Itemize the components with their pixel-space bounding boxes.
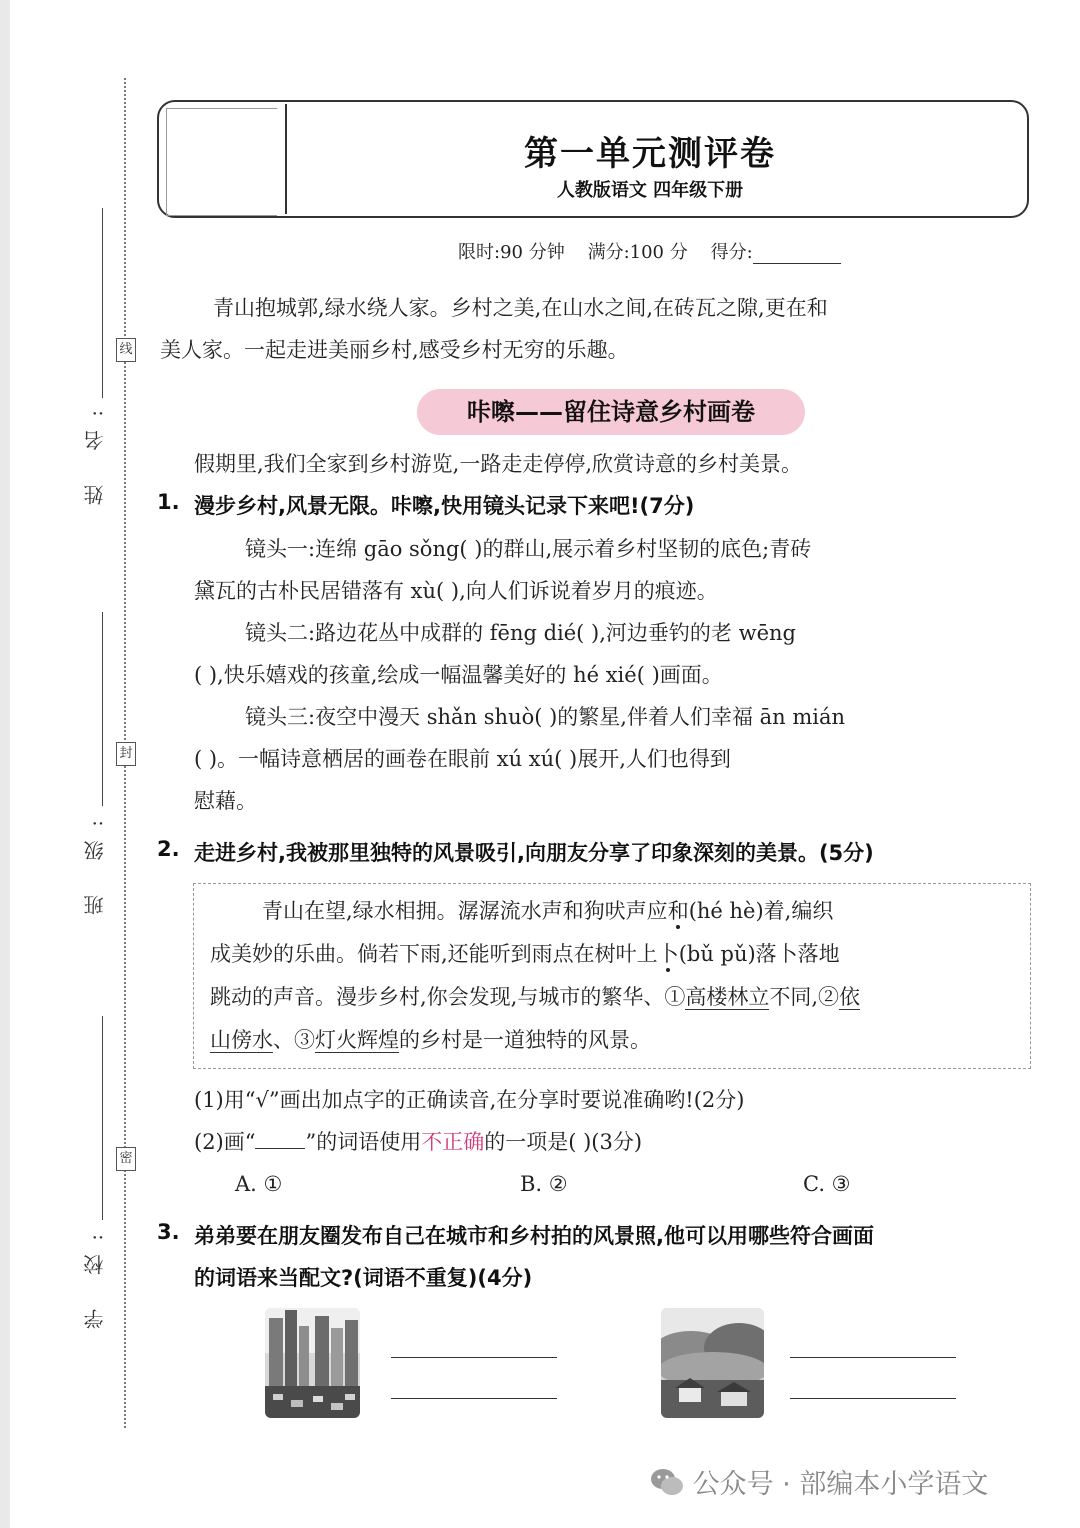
score-blank[interactable]	[753, 245, 841, 264]
village-answer-line-1[interactable]	[790, 1357, 956, 1358]
underlined-phrase-1: 高楼林立	[685, 985, 770, 1009]
quote-text: 成美妙的乐曲。倘若下雨,还能听到雨点在树叶上	[210, 942, 658, 966]
q1-line-6: ( )。一幅诗意栖居的画卷在眼前 xú xú( )展开,人们也得到	[194, 747, 731, 771]
section-lead: 假期里,我们全家到乡村游览,一路走走停停,欣赏诗意的乡村美景。	[194, 452, 803, 476]
page-edge	[0, 0, 10, 1528]
school-label: 学 校:	[83, 1220, 107, 1330]
q2-sub-1: (1)用“√”画出加点字的正确读音,在分享时要说准确哟!(2分)	[194, 1088, 745, 1112]
time-limit: 限时:90 分钟	[458, 242, 565, 263]
underlined-phrase-3: 灯火辉煌	[315, 1028, 399, 1052]
quote-text: 青山在望,绿水相拥。潺潺流水声和狗吠声应	[262, 899, 668, 923]
class-blank-line[interactable]	[102, 612, 103, 806]
name-blank-line[interactable]	[102, 208, 103, 398]
q1-line-1: 镜头一:连绵 gāo sǒng( )的群山,展示着乡村坚韧的底色;青砖	[245, 537, 812, 561]
option-b[interactable]: B. ②	[520, 1172, 568, 1196]
emphasis-incorrect: 不正确	[421, 1130, 485, 1154]
page-subtitle: 人教版语文 四年级下册	[556, 180, 744, 201]
q3-prompt-line-2: 的词语来当配文?(词语不重复)(4分)	[194, 1266, 533, 1290]
class-label: 班 级:	[83, 806, 107, 916]
city-answer-line-1[interactable]	[391, 1357, 557, 1358]
q1-number: 1.	[157, 490, 180, 514]
dotted-char-he: 和	[667, 899, 689, 923]
score-label: 得分:	[710, 242, 753, 263]
village-landscape-image	[661, 1308, 764, 1418]
underlined-phrase-2-start: 依	[839, 985, 861, 1009]
city-photo	[265, 1308, 360, 1418]
page-title: 第一单元测评卷	[524, 134, 776, 174]
exam-meta	[458, 238, 841, 264]
q2-prompt: 走进乡村,我被那里独特的风景吸引,向朋友分享了印象深刻的美景。(5分)	[194, 841, 874, 865]
full-score: 满分:100 分	[587, 242, 688, 263]
q2-sub2-text: (2)画“	[194, 1130, 256, 1154]
watermark	[650, 1462, 988, 1501]
city-answer-line-2[interactable]	[391, 1398, 557, 1399]
pinyin-choice-he[interactable]: (hé hè)着,编织	[688, 899, 834, 923]
underline-sample	[255, 1126, 305, 1149]
quote-text: 不同,②	[769, 985, 840, 1009]
q1-line-4: ( ),快乐嬉戏的孩童,绘成一幅温馨美好的 hé xié( )画面。	[194, 663, 723, 687]
quote-text: 的乡村是一道独特的风景。	[399, 1028, 651, 1052]
q3-number: 3.	[157, 1220, 180, 1244]
quote-line-2	[210, 933, 840, 975]
q2-sub2-answer[interactable]: 的一项是( )(3分)	[484, 1130, 643, 1154]
binding-tag-mi: 密	[116, 1147, 136, 1171]
q2-number: 2.	[157, 837, 180, 861]
q1-line-5: 镜头三:夜空中漫天 shǎn shuò( )的繁星,伴着人们幸福 ān mián	[245, 705, 846, 729]
village-answer-line-2[interactable]	[790, 1398, 956, 1399]
option-a[interactable]: A. ①	[235, 1172, 283, 1196]
q1-line-2: 黛瓦的古朴民居错落有 xù( ),向人们诉说着岁月的痕迹。	[194, 579, 718, 603]
option-c[interactable]: C. ③	[803, 1172, 851, 1196]
section-title: 咔嚓——留住诗意乡村画卷	[467, 398, 755, 426]
watermark-text: 公众号 · 部编本小学语文	[692, 1469, 989, 1500]
q2-sub-2	[194, 1121, 642, 1163]
q1-prompt: 漫步乡村,风景无限。咔嚓,快用镜头记录下来吧!(7分)	[194, 494, 695, 518]
q2-sub2-text: ”的词语使用	[305, 1130, 422, 1154]
quote-text: 跳动的声音。漫步乡村,你会发现,与城市的繁华、①	[210, 985, 686, 1009]
quote-text: 、③	[273, 1028, 315, 1052]
q1-line-3: 镜头二:路边花丛中成群的 fēng dié( ),河边垂钓的老 wēng	[245, 621, 796, 645]
quote-line-1	[262, 890, 833, 932]
name-label: 姓 名:	[83, 396, 107, 506]
quote-line-4	[210, 1019, 651, 1061]
village-photo	[661, 1308, 764, 1418]
header-inner-frame	[166, 108, 277, 216]
wechat-icon	[650, 1467, 684, 1497]
q3-prompt-line-1: 弟弟要在朋友圈发布自己在城市和乡村拍的风景照,他可以用哪些符合画面	[194, 1224, 874, 1248]
binding-tag-feng: 封	[116, 742, 136, 766]
pinyin-choice-bu[interactable]: (bǔ pǔ)落卜落地	[678, 942, 840, 966]
dotted-char-bu: 卜	[657, 942, 679, 966]
school-blank-line[interactable]	[102, 1016, 103, 1220]
binding-tag-xian: 线	[116, 338, 136, 362]
intro-line-1: 青山抱城郭,绿水绕人家。乡村之美,在山水之间,在砖瓦之隙,更在和	[213, 296, 828, 320]
city-skyline-image	[265, 1308, 360, 1418]
intro-line-2: 美人家。一起走进美丽乡村,感受乡村无穷的乐趣。	[160, 338, 629, 362]
q1-line-7: 慰藉。	[194, 789, 257, 813]
underlined-phrase-2-end: 山傍水	[210, 1028, 273, 1052]
quote-line-3	[210, 976, 860, 1018]
